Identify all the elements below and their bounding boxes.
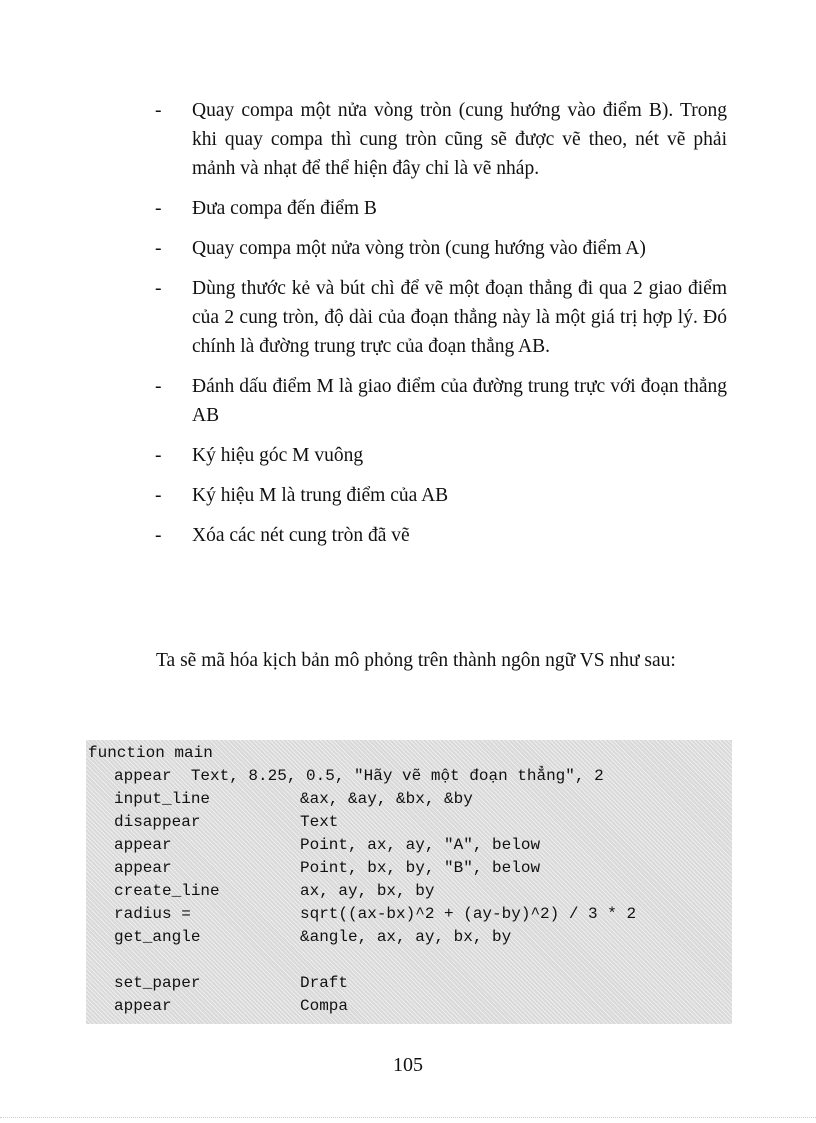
code-line xyxy=(88,812,338,832)
page-number: 105 xyxy=(393,1054,423,1076)
code-command: appear xyxy=(114,836,172,854)
bullet-marker: - xyxy=(155,525,162,546)
bullet-marker: - xyxy=(155,485,162,506)
code-args: Text xyxy=(300,813,339,831)
code-args: &angle, ax, ay, bx, by xyxy=(300,928,512,946)
code-args: sqrt((ax-bx)^2 + (ay-by)^2) / 3 * 2 xyxy=(300,905,637,923)
code-line xyxy=(88,766,604,786)
code-args: Point, ax, ay, "A", below xyxy=(300,836,541,854)
code-args: Compa xyxy=(300,997,349,1015)
bullet-marker: - xyxy=(155,445,162,466)
list-item xyxy=(155,521,727,550)
code-function-header: function main xyxy=(88,744,213,762)
code-args: Point, bx, by, "B", below xyxy=(300,859,541,877)
code-command: set_paper xyxy=(114,974,201,992)
list-item xyxy=(155,441,727,470)
bullet-text: Đưa compa đến điểm B xyxy=(192,198,377,219)
list-item xyxy=(155,96,727,183)
footer-divider xyxy=(0,1117,816,1118)
code-args: Text, 8.25, 0.5, "Hãy vẽ một đoạn thẳng", 2 xyxy=(171,767,604,785)
code-line xyxy=(88,904,636,924)
code-line xyxy=(88,789,473,809)
bullet-text: Quay compa một nửa vòng tròn (cung hướng vào điểm A) xyxy=(192,238,646,259)
code-block xyxy=(86,740,732,1024)
list-item xyxy=(155,372,727,430)
code-command: input_line xyxy=(114,790,211,808)
code-args: Draft xyxy=(300,974,349,992)
code-line-header xyxy=(88,743,213,763)
code-args: &ax, &ay, &bx, &by xyxy=(300,790,473,808)
bullet-text: Ký hiệu M là trung điểm của AB xyxy=(192,485,449,506)
code-command: appear xyxy=(114,859,172,877)
bullet-marker: - xyxy=(155,238,162,259)
bullet-marker: - xyxy=(155,376,162,397)
code-line xyxy=(88,973,348,993)
code-command: create_line xyxy=(114,882,220,900)
code-command: appear xyxy=(114,997,172,1015)
bullet-text: Dùng thước kẻ và bút chì để vẽ một đoạn thẳng đi qua 2 giao điểm của 2 cung tròn, độ dài của đoạn thẳng này là một giá trị hợp lý. Đó chính là đường trung trực của đoạn thẳng AB. xyxy=(192,278,727,357)
bullet-text: Quay compa một nửa vòng tròn (cung hướng vào điểm B). Trong khi quay compa thì cung tròn cũng sẽ được vẽ theo, nét vẽ phải mảnh và nhạt để thể hiện đây chỉ là vẽ nháp. xyxy=(192,100,727,179)
code-args: ax, ay, bx, by xyxy=(300,882,435,900)
bullet-marker: - xyxy=(155,278,162,299)
list-item xyxy=(155,274,727,361)
code-command: get_angle xyxy=(114,928,201,946)
bullet-text: Đánh dấu điểm M là giao điểm của đường trung trực với đoạn thẳng AB xyxy=(192,376,727,426)
body-paragraph: Ta sẽ mã hóa kịch bản mô phỏng trên thành ngôn ngữ VS như sau: xyxy=(156,650,676,671)
code-line xyxy=(88,835,540,855)
code-command: disappear xyxy=(114,813,201,831)
bullet-text: Ký hiệu góc M vuông xyxy=(192,445,364,466)
bullet-list xyxy=(155,96,727,561)
code-line xyxy=(88,996,348,1016)
list-item xyxy=(155,234,727,263)
code-line xyxy=(88,858,540,878)
bullet-text: Xóa các nét cung tròn đã vẽ xyxy=(192,525,410,546)
code-command: appear xyxy=(114,767,172,785)
list-item xyxy=(155,194,727,223)
code-command: radius = xyxy=(114,905,191,923)
code-line xyxy=(88,881,434,901)
bullet-marker: - xyxy=(155,198,162,219)
list-item xyxy=(155,481,727,510)
code-line xyxy=(88,927,511,947)
bullet-marker: - xyxy=(155,100,162,121)
